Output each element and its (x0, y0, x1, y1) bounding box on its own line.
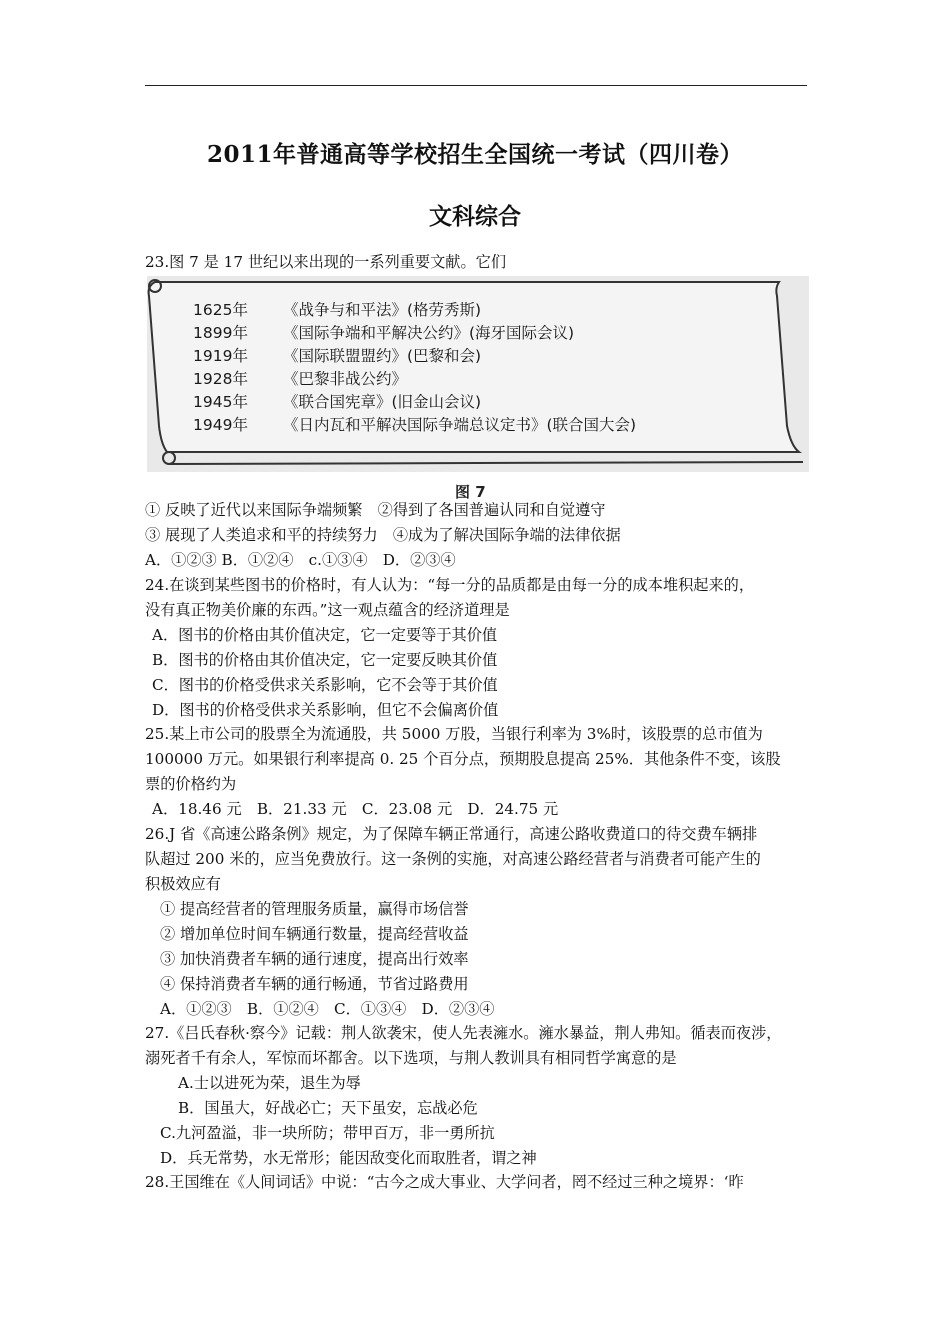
doc-row (193, 321, 574, 343)
figure-7-scroll (147, 276, 809, 472)
page-title: 2011年普通高等学校招生全国统一考试（四川卷） (206, 141, 743, 168)
q24-stem: 24.在谈到某些图书的价格时，有人认为：“每一分的品质都是由每一分的成本堆积起来的， (145, 576, 755, 594)
q27-stem-cont: 溺死者千有余人，军惊而坏都舍。以下选项，与荆人教训具有相同哲学寓意的是 (145, 1049, 677, 1067)
q25-stem-cont: 票的价格约为 (145, 775, 237, 793)
q24-option-b: B．图书的价格由其价值决定，它一定要反映其价值 (152, 651, 498, 669)
q23-statements-2: ③ 展现了人类追求和平的持续努力 ④成为了解决国际争端的法律依据 (145, 526, 621, 544)
doc-row (193, 413, 636, 435)
page-subtitle: 文科综合 (429, 203, 521, 230)
doc-row (193, 344, 481, 366)
q27-option-b: B．国虽大，好战必亡；天下虽安，忘战必危 (178, 1099, 478, 1117)
q28-stem: 28.王国维在《人间词话》中说：“古今之成大事业、大学问者，罔不经过三种之境界：‘昨 (145, 1173, 744, 1191)
q24-option-d: D．图书的价格受供求关系影响，但它不会偏离价值 (152, 701, 499, 719)
q24-option-c: C．图书的价格受供求关系影响，它不会等于其价值 (152, 676, 498, 694)
q25-options: A．18.46 元 B．21.33 元 C．23.08 元 D．24.75 元 (152, 800, 559, 818)
doc-row (193, 390, 481, 412)
q25-stem: 25.某上市公司的股票全为流通股，共 5000 万股，当银行利率为 3%时，该股票的总市值为 (145, 725, 763, 743)
q27-option-c: C.九河盈溢，非一块所防；带甲百万，非一勇所抗 (160, 1124, 495, 1142)
doc-year: 1945年 (193, 393, 248, 411)
q26-stem: 26.J 省《高速公路条例》规定，为了保障车辆正常通行，高速公路收费道口的待交费车辆排 (145, 825, 758, 843)
doc-row (193, 367, 407, 389)
q27-option-d: D．兵无常势，水无常形；能因敌变化而取胜者，谓之神 (160, 1149, 537, 1167)
doc-title: 《国际争端和平解决公约》(海牙国际会议) (283, 324, 575, 342)
doc-year: 1928年 (193, 370, 248, 388)
doc-year: 1949年 (193, 416, 248, 434)
q23-stem: 23.图 7 是 17 世纪以来出现的一系列重要文献。它们 (145, 253, 507, 271)
doc-title: 《联合国宪章》(旧金山会议) (283, 393, 482, 411)
q24-stem-cont: 没有真正物美价廉的东西。”这一观点蕴含的经济道理是 (145, 601, 510, 619)
doc-title: 《战争与和平法》(格劳秀斯) (283, 301, 482, 319)
q26-item-1: ① 提高经营者的管理服务质量，赢得市场信誉 (160, 900, 469, 918)
q26-item-4: ④ 保持消费者车辆的通行畅通，节省过路费用 (160, 975, 469, 993)
doc-year: 1899年 (193, 324, 248, 342)
q26-stem-cont: 积极效应有 (145, 875, 221, 893)
doc-row (193, 298, 481, 320)
q26-item-3: ③ 加快消费者车辆的通行速度，提高出行效率 (160, 950, 469, 968)
figure-caption: 图 7 (455, 483, 486, 501)
q26-options: A．①②③ B．①②④ C．①③④ D．②③④ (160, 1000, 495, 1018)
q24-option-a: A．图书的价格由其价值决定，它一定要等于其价值 (152, 626, 498, 644)
header-rule (145, 85, 807, 86)
doc-title: 《日内瓦和平解决国际争端总议定书》(联合国大会) (283, 416, 637, 434)
doc-year: 1919年 (193, 347, 248, 365)
doc-title: 《巴黎非战公约》 (283, 370, 408, 388)
q27-stem: 27.《吕氏春秋·察今》记载：荆人欲袭宋，使人先表澭水。澭水暴益，荆人弗知。循表而夜涉， (145, 1024, 782, 1042)
doc-year: 1625年 (193, 301, 248, 319)
q26-item-2: ② 增加单位时间车辆通行数量，提高经营收益 (160, 925, 469, 943)
q26-stem-cont: 队超过 200 米的，应当免费放行。这一条例的实施，对高速公路经营者与消费者可能产生的 (145, 850, 761, 868)
q27-option-a: A.士以进死为荣，退生为辱 (178, 1074, 361, 1092)
q23-statements-1: ① 反映了近代以来国际争端频繁 ②得到了各国普遍认同和自觉遵守 (145, 501, 606, 519)
q25-stem-cont: 100000 万元。如果银行利率提高 0. 25 个百分点，预期股息提高 25%．其他条件不变，该股 (145, 750, 781, 768)
doc-title: 《国际联盟盟约》(巴黎和会) (283, 347, 482, 365)
q23-options: A．①②③ B．①②④ c.①③④ D．②③④ (145, 551, 456, 569)
